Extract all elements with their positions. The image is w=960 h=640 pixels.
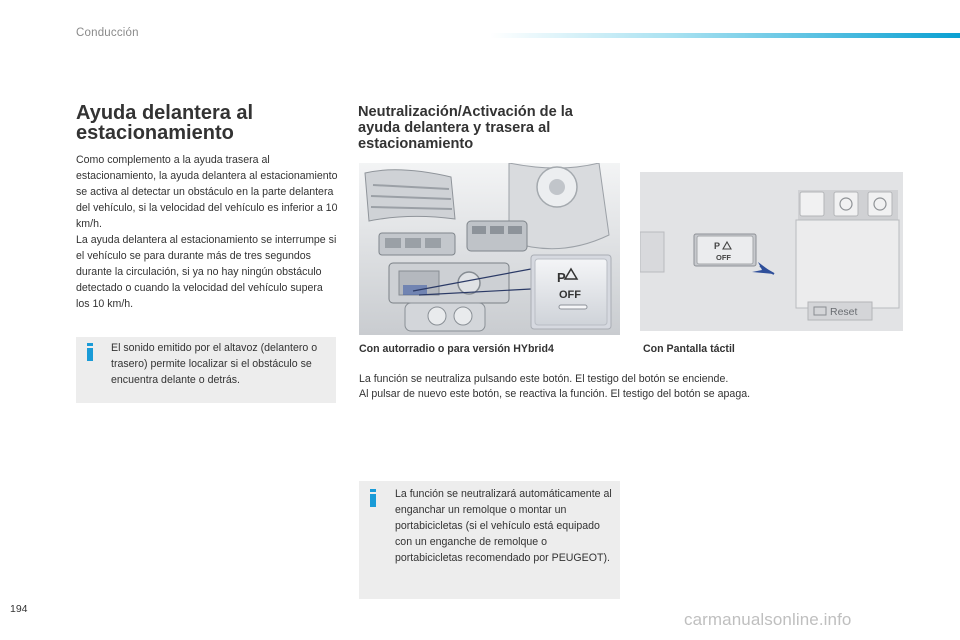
left-section-title: Ayuda delantera al estacionamiento	[76, 102, 254, 144]
parking-p-symbol-1: P	[557, 270, 566, 285]
dashboard-illustration	[359, 163, 620, 335]
screen-park-icon	[800, 192, 824, 216]
caption-radio: Con autorradio o para versión HYbrid4	[359, 343, 554, 355]
info-icon-2	[370, 489, 376, 507]
right-section-title: Neutralización/Activación de la ayuda delantera y trasera al estacionamiento	[358, 104, 573, 152]
screen-alert-icon	[834, 192, 858, 216]
left-paragraph-2: La ayuda delantera al estacionamiento se interrumpe si el vehículo se para durante más de tres segundos durante la circulación, si ya no hay ningún obstáculo detectado o cuando la velocidad del vehículo supera los 10 km/h.	[76, 234, 337, 310]
page-number: 194	[10, 603, 28, 615]
dashboard-photo	[359, 163, 620, 335]
left-paragraph-1: Como complemento a la ayuda trasera al estacionamiento, la ayuda delantera al estacionamiento se activa al detectar un obstáculo en la parte delantera del vehículo, si la velocidad del vehículo es inferior a 10 km/h.	[76, 154, 338, 230]
info-note-sound	[76, 337, 336, 403]
screen-alert2-icon	[868, 192, 892, 216]
off-label-1: OFF	[559, 289, 581, 301]
info-note-text: El sonido emitido por el altavoz (delantero o trasero) permite localizar si el obstáculo se encuentra delante o detrás.	[111, 342, 318, 386]
info-icon	[87, 343, 93, 361]
left-body-text	[76, 152, 338, 312]
reset-label: Reset	[830, 306, 858, 318]
header-accent-bar	[490, 33, 960, 38]
function-paragraph-2: Al pulsar de nuevo este botón, se reactiva la función. El testigo del botón se apaga.	[359, 388, 751, 400]
function-paragraph-1: La función se neutraliza pulsando este botón. El testigo del botón se enciende.	[359, 373, 729, 385]
section-label: Conducción	[76, 27, 139, 39]
touchscreen-illustration	[640, 172, 903, 331]
caption-touchscreen: Con Pantalla táctil	[643, 343, 735, 355]
info-note-trailer	[359, 481, 620, 599]
off-label-2: OFF	[716, 253, 731, 262]
watermark: carmanualsonline.info	[684, 610, 852, 629]
function-text	[359, 372, 919, 402]
info-note-text-2: La función se neutralizará automáticamente al enganchar un remolque o montar un portabicicletas (si el vehículo está equipado con un enganche de remolque o portabicicletas recomendado por PEUGEOT).	[395, 488, 612, 564]
parking-p-symbol-2: P	[714, 241, 721, 251]
touchscreen-photo	[640, 172, 903, 331]
